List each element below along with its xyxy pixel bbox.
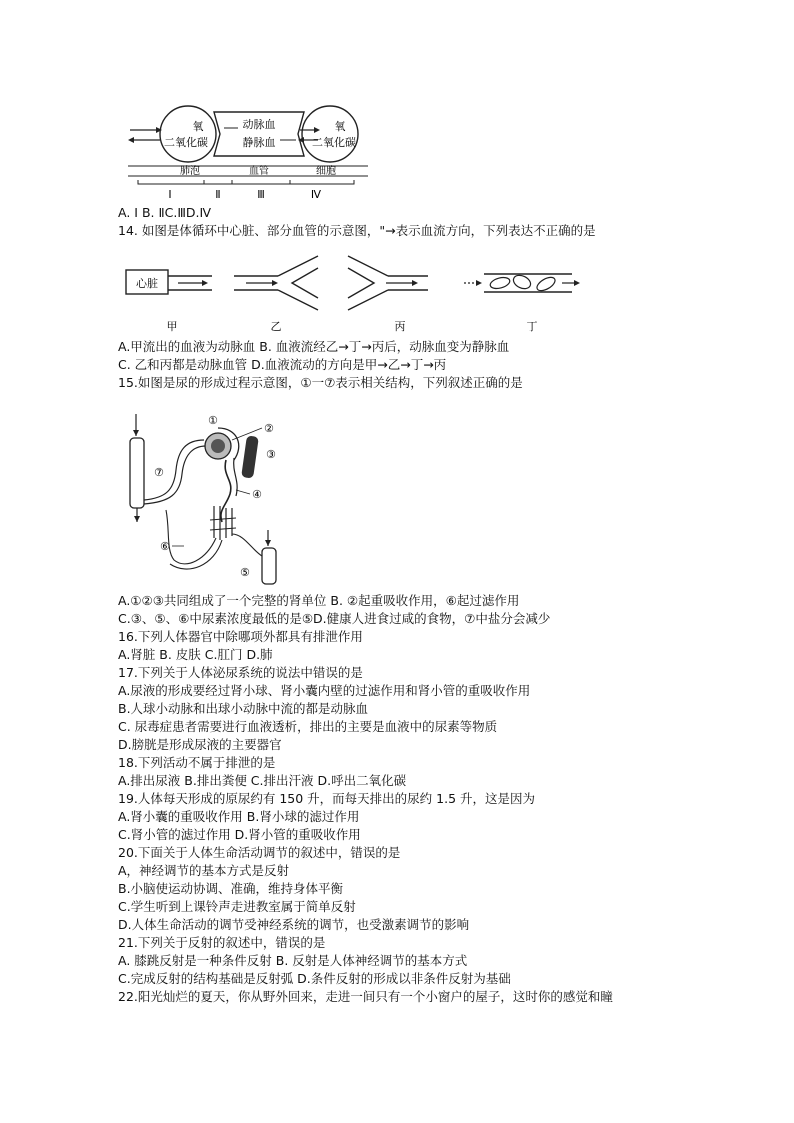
question-line: A，神经调节的基本方式是反射 [118, 863, 290, 878]
question-line: C.完成反射的结构基础是反射弧 D.条件反射的形成以非条件反射为基础 [118, 971, 511, 986]
num-2: ② [264, 422, 274, 435]
question-line: B.小脑使运动协调、准确，维持身体平衡 [118, 881, 344, 896]
num-4: ④ [252, 488, 262, 501]
num-3: ③ [266, 448, 276, 461]
nephron-diagram [126, 410, 296, 586]
label-ding: 丁 [526, 320, 538, 333]
heart-label: 心脏 [136, 277, 158, 290]
question-line: B.人球小动脉和出球小动脉中流的都是动脉血 [118, 701, 369, 716]
question-line: D.人体生命活动的调节受神经系统的调节，也受激素调节的影响 [118, 917, 470, 932]
question-line: 21.下列关于反射的叙述中，错误的是 [118, 935, 326, 950]
question-line: A.肾小囊的重吸收作用 B.肾小球的滤过作用 [118, 809, 360, 824]
roman-2: Ⅱ [215, 188, 221, 201]
question-line: 22.阳光灿烂的夏天，你从野外回来，走进一间只有一个小窗户的屋子，这时你的感觉和瞳 [118, 989, 613, 1004]
q15-option-cd: C.③、⑤、⑥中尿素浓度最低的是⑤D.健康人进食过咸的食物，⑦中盐分会减少 [118, 611, 551, 626]
question-line: A.尿液的形成要经过肾小球、肾小囊内壁的过滤作用和肾小管的重吸收作用 [118, 683, 531, 698]
right-bottom-label: 二氧化碳 [312, 136, 356, 149]
q15-stem: 15.如图是尿的形成过程示意图，①一⑦表示相关结构，下列叙述正确的是 [118, 375, 523, 390]
left-top-label: 氧 [192, 120, 204, 133]
question-line: C. 尿毒症患者需要进行血液透析，排出的主要是血液中的尿素等物质 [118, 719, 498, 734]
question-line: D.膀胱是形成尿液的主要器官 [118, 737, 282, 752]
gas-exchange-diagram [128, 104, 368, 202]
question-line: C.学生听到上课铃声走进教室属于简单反射 [118, 899, 356, 914]
right-top-label: 氧 [334, 120, 346, 133]
label-bing: 丙 [394, 320, 406, 333]
q14-stem: 14. 如图是体循环中心脏、部分血管的示意图，"→表示血流方向，下列表达不正确的是 [118, 223, 596, 238]
num-6: ⑥ [160, 540, 170, 553]
box-bottom-label: 静脉血 [242, 136, 276, 149]
question-line: 17.下列关于人体泌尿系统的说法中错误的是 [118, 665, 363, 680]
num-7: ⑦ [154, 466, 164, 479]
question-line: 16.下列人体器官中除哪项外都具有排泄作用 [118, 629, 363, 644]
question-line: 19.人体每天形成的原尿约有 150 升，而每天排出的尿约 1.5 升，这是因为 [118, 791, 536, 806]
question-line: C.肾小管的滤过作用 D.肾小管的重吸收作用 [118, 827, 361, 842]
roman-3: Ⅲ [257, 188, 265, 201]
box-top-label: 动脉血 [242, 118, 276, 131]
roman-1: Ⅰ [168, 188, 172, 201]
question-line: 20.下面关于人体生命活动调节的叙述中，错误的是 [118, 845, 401, 860]
question-line: A.排出尿液 B.排出粪便 C.排出汗液 D.呼出二氧化碳 [118, 773, 407, 788]
question-line: A. 膝跳反射是一种条件反射 B. 反射是人体神经调节的基本方式 [118, 953, 468, 968]
alveoli-label: 肺泡 [180, 166, 200, 177]
q14-option-ab: A.甲流出的血液为动脉血 B. 血液流经乙→丁→丙后，动脉血变为静脉血 [118, 339, 510, 354]
num-1: ① [208, 414, 218, 427]
vessel-diagram [122, 254, 592, 336]
question-line: A.肾脏 B. 皮肤 C.肛门 D.肺 [118, 647, 273, 662]
roman-4: Ⅳ [310, 188, 322, 201]
vessel-label: 血管 [249, 166, 269, 177]
label-yi: 乙 [270, 320, 282, 333]
num-5: ⑤ [240, 566, 250, 579]
q13-options: A. Ⅰ B. ⅡC.ⅢD.Ⅳ [118, 205, 212, 220]
label-jia: 甲 [166, 320, 178, 333]
left-bottom-label: 二氧化碳 [164, 136, 208, 149]
q14-option-cd: C. 乙和丙都是动脉血管 D.血液流动的方向是甲→乙→丁→丙 [118, 357, 447, 372]
cell-label: 细胞 [316, 166, 336, 177]
q15-option-ab: A.①②③共同组成了一个完整的肾单位 B. ②起重吸收作用，⑥起过滤作用 [118, 593, 520, 608]
question-line: 18.下列活动不属于排泄的是 [118, 755, 276, 770]
